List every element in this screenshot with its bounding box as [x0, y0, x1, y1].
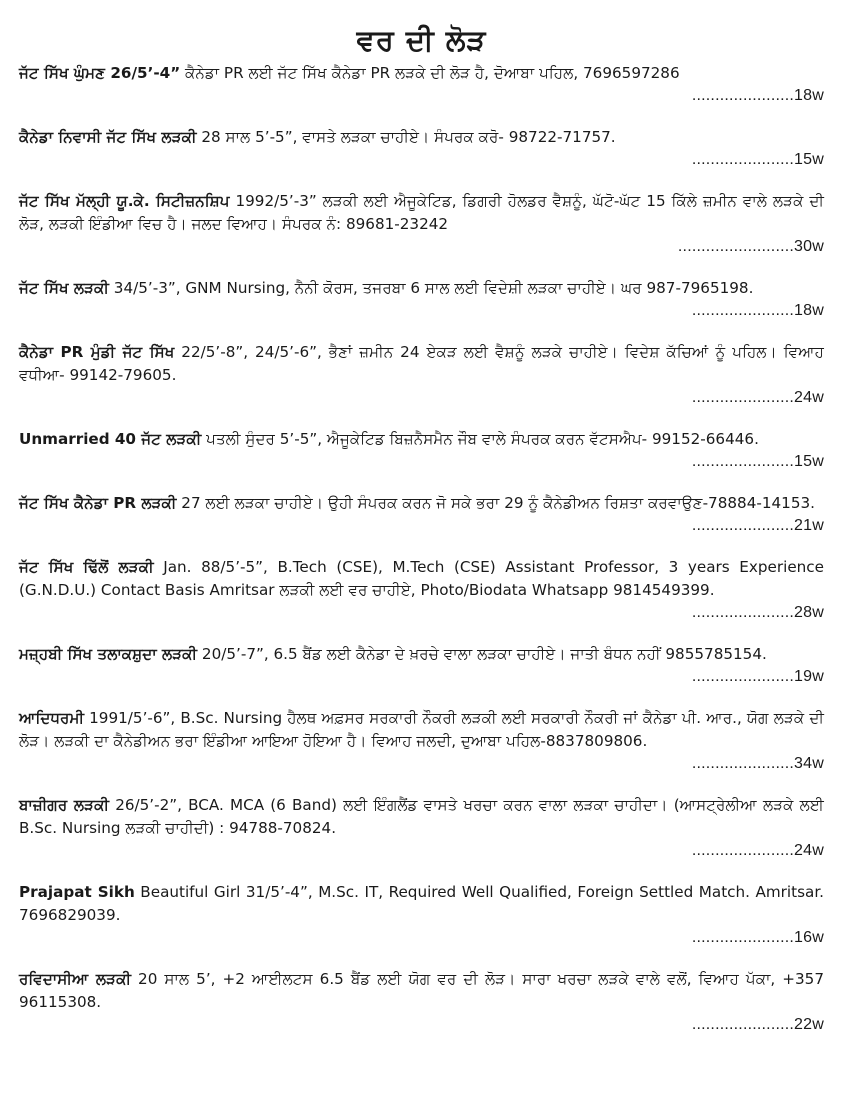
ad-body: ਪਤਲੀ ਸੁੰਦਰ 5’-5”, ਐਜੂਕੇਟਿਡ ਬਿਜ਼ਨੈਸਮੈਨ ਜੌਬ ਵਾਲੇ ਸੰਪਰਕ ਕਰਨ ਵੱਟਸਐਪ- 99152-66446.: [201, 430, 759, 448]
ad-text: [19, 881, 824, 927]
ad-word-count: ......................28w: [691, 604, 824, 621]
ad-text: [19, 968, 824, 1014]
ad-word-count: ......................22w: [691, 1016, 824, 1033]
ad-text: [19, 126, 824, 149]
ad-heading: ਆਦਿਧਰਮੀ: [19, 709, 85, 727]
ad-heading: ਬਾਜ਼ੀਗਰ ਲੜਕੀ: [19, 796, 110, 814]
ad-item: [19, 492, 824, 537]
ad-item: [19, 190, 824, 258]
ad-item: [19, 428, 824, 473]
ad-item: [19, 968, 824, 1036]
ad-heading: ਜੱਟ ਸਿੱਖ ਲੜਕੀ: [19, 279, 109, 297]
ad-item: [19, 277, 824, 322]
ad-heading: Unmarried 40 ਜੱਟ ਲੜਕੀ: [19, 430, 202, 448]
ad-text: [19, 341, 824, 387]
ad-text: [19, 643, 824, 666]
ad-word-count: ......................16w: [691, 929, 824, 946]
ad-word-count: .........................30w: [677, 238, 824, 255]
page-title: ਵਰ ਦੀ ਲੋੜ: [356, 23, 487, 57]
ad-body: Beautiful Girl 31/5’-4”, M.Sc. IT, Required Well Qualified, Foreign Settled Match. Amritsar. 7696829039.: [19, 883, 824, 924]
ad-body: ਕੈਨੇਡਾ PR ਲਈ ਜੱਟ ਸਿੱਖ ਕੈਨੇਡਾ PR ਲੜਕੇ ਦੀ ਲੋੜ ਹੈ, ਦੋਆਬਾ ਪਹਿਲ, 7696597286: [180, 64, 680, 82]
ad-word-count: ......................21w: [691, 517, 824, 534]
ad-word-count: ......................24w: [691, 389, 824, 406]
ad-text: [19, 556, 824, 602]
ad-text: [19, 190, 824, 236]
ad-item: [19, 341, 824, 409]
ad-heading: ਜੱਟ ਸਿੱਖ ਮੱਲ੍ਹੀ ਯੂ.ਕੇ. ਸਿਟੀਜ਼ਨਸ਼ਿਪ: [19, 192, 230, 210]
ad-body: Jan. 88/5’-5”, B.Tech (CSE), M.Tech (CSE) Assistant Professor, 3 years Experience (G.N.D.U.) Contact Basis Amritsar ਲੜਕੀ ਲਈ ਵਰ ਚਾਹੀਏ, Photo/Biodata Whatsapp 9814549399.: [19, 558, 824, 599]
ad-item: [19, 643, 824, 688]
ad-item: [19, 881, 824, 949]
ad-text: [19, 794, 824, 840]
ad-body: 27 ਲਈ ਲੜਕਾ ਚਾਹੀਏ। ਉਹੀ ਸੰਪਰਕ ਕਰਨ ਜੋ ਸਕੇ ਭਰਾ 29 ਨੂੰ ਕੈਨੇਡੀਅਨ ਰਿਸ਼ਤਾ ਕਰਵਾਉਣ-78884-14153.: [176, 494, 815, 512]
ad-word-count: ......................15w: [691, 453, 824, 470]
ad-heading: ਕੈਨੇਡਾ PR ਮੁੰਡੀ ਜੱਟ ਸਿੱਖ: [19, 343, 175, 361]
ad-word-count: ......................18w: [691, 302, 824, 319]
ad-text: [19, 492, 824, 515]
ad-word-count: ......................34w: [691, 755, 824, 772]
ad-text: [19, 707, 824, 753]
ad-heading: ਕੈਨੇਡਾ ਨਿਵਾਸੀ ਜੱਟ ਸਿੱਖ ਲੜਕੀ: [19, 128, 197, 146]
ad-text: [19, 62, 824, 85]
ad-word-count: ......................19w: [691, 668, 824, 685]
ad-item: [19, 794, 824, 862]
ad-item: [19, 126, 824, 171]
ad-heading: ਜੱਟ ਸਿੱਖ ਢਿੱਲੋਂ ਲੜਕੀ: [19, 558, 154, 576]
ad-body: 1991/5’-6”, B.Sc. Nursing ਹੈਲਥ ਅਫ਼ਸਰ ਸਰਕਾਰੀ ਨੌਕਰੀ ਲੜਕੀ ਲਈ ਸਰਕਾਰੀ ਨੌਕਰੀ ਜਾਂ ਕੈਨੇਡਾ ਪੀ. ਆਰ., ਯੋਗ ਲੜਕੇ ਦੀ ਲੋੜ। ਲੜਕੀ ਦਾ ਕੈਨੇਡੀਅਨ ਭਰਾ ਇੰਡੀਆ ਆਇਆ ਹੋਇਆ ਹੈ। ਵਿਆਹ ਜਲਦੀ, ਦੁਆਬਾ ਪਹਿਲ-8837809806.: [19, 709, 824, 750]
ad-body: 34/5’-3”, GNM Nursing, ਨੈਨੀ ਕੋਰਸ, ਤਜਰਬਾ 6 ਸਾਲ ਲਈ ਵਿਦੇਸ਼ੀ ਲੜਕਾ ਚਾਹੀਏ। ਘਰ 987-7965198.: [108, 279, 754, 297]
ad-heading: ਜੱਟ ਸਿੱਖ ਘੁੰਮਣ 26/5’-4”: [19, 64, 181, 82]
ad-body: 28 ਸਾਲ 5’-5”, ਵਾਸਤੇ ਲੜਕਾ ਚਾਹੀਏ। ਸੰਪਰਕ ਕਰੋ- 98722-71757.: [196, 128, 616, 146]
ad-text: [19, 277, 824, 300]
ad-heading: ਜੱਟ ਸਿੱਖ ਕੈਨੇਡਾ PR ਲੜਕੀ: [19, 494, 177, 512]
ad-heading: Prajapat Sikh: [19, 883, 135, 901]
ad-word-count: ......................18w: [691, 87, 824, 104]
ad-list: [19, 62, 824, 1036]
ad-text: [19, 428, 824, 451]
ad-body: 26/5’-2”, BCA. MCA (6 Band) ਲਈ ਇੰਗਲੈਂਡ ਵਾਸਤੇ ਖਰਚਾ ਕਰਨ ਵਾਲਾ ਲੜਕਾ ਚਾਹੀਦਾ। (ਆਸਟ੍ਰੇਲੀਆ ਲੜਕੇ ਲਈ B.Sc. Nursing ਲੜਕੀ ਚਾਹੀਦੀ) : 94788-70824.: [19, 796, 825, 837]
ad-item: [19, 707, 824, 775]
ad-heading: ਮਜ਼੍ਹਬੀ ਸਿੱਖ ਤਲਾਕਸ਼ੁਦਾ ਲੜਕੀ: [19, 645, 198, 663]
ad-body: 20 ਸਾਲ 5’, +2 ਆਈਲਟਸ 6.5 ਬੈਂਡ ਲਈ ਯੋਗ ਵਰ ਦੀ ਲੋੜ। ਸਾਰਾ ਖਰਚਾ ਲੜਕੇ ਵਾਲੇ ਵਲੋਂ, ਵਿਆਹ ਪੱਕਾ, +357 96115308.: [19, 970, 824, 1011]
ad-heading: ਰਵਿਦਾਸੀਆ ਲੜਕੀ: [19, 970, 132, 988]
ad-body: 20/5’-7”, 6.5 ਬੈਂਡ ਲਈ ਕੈਨੇਡਾ ਦੇ ਖ਼ਰਚੇ ਵਾਲਾ ਲੜਕਾ ਚਾਹੀਏ। ਜਾਤੀ ਬੰਧਨ ਨਹੀਂ 9855785154.: [197, 645, 767, 663]
ad-word-count: ......................15w: [691, 151, 824, 168]
ad-word-count: ......................24w: [691, 842, 824, 859]
ad-body: 22/5’-8”, 24/5’-6”, ਭੈਣਾਂ ਜ਼ਮੀਨ 24 ਏਕੜ ਲਈ ਵੈਸ਼ਨੂੰ ਲੜਕੇ ਚਾਹੀਏ। ਵਿਦੇਸ਼ ਕੱਚਿਆਂ ਨੂੰ ਪਹਿਲ। ਵਿਆਹ ਵਧੀਆ- 99142-79605.: [19, 343, 825, 384]
ad-body: 1992/5’-3” ਲੜਕੀ ਲਈ ਐਜੂਕੇਟਿਡ, ਡਿਗਰੀ ਹੋਲਡਰ ਵੈਸ਼ਨੂੰ, ਘੱਟੋ-ਘੱਟ 15 ਕਿੱਲੇ ਜ਼ਮੀਨ ਵਾਲੇ ਲੜਕੇ ਦੀ ਲੋੜ, ਲੜਕੀ ਇੰਡੀਆ ਵਿਚ ਹੈ। ਜਲਦ ਵਿਆਹ। ਸੰਪਰਕ ਨੰ: 89681-23242: [19, 192, 824, 233]
ad-item: [19, 62, 824, 107]
ad-item: [19, 556, 824, 624]
